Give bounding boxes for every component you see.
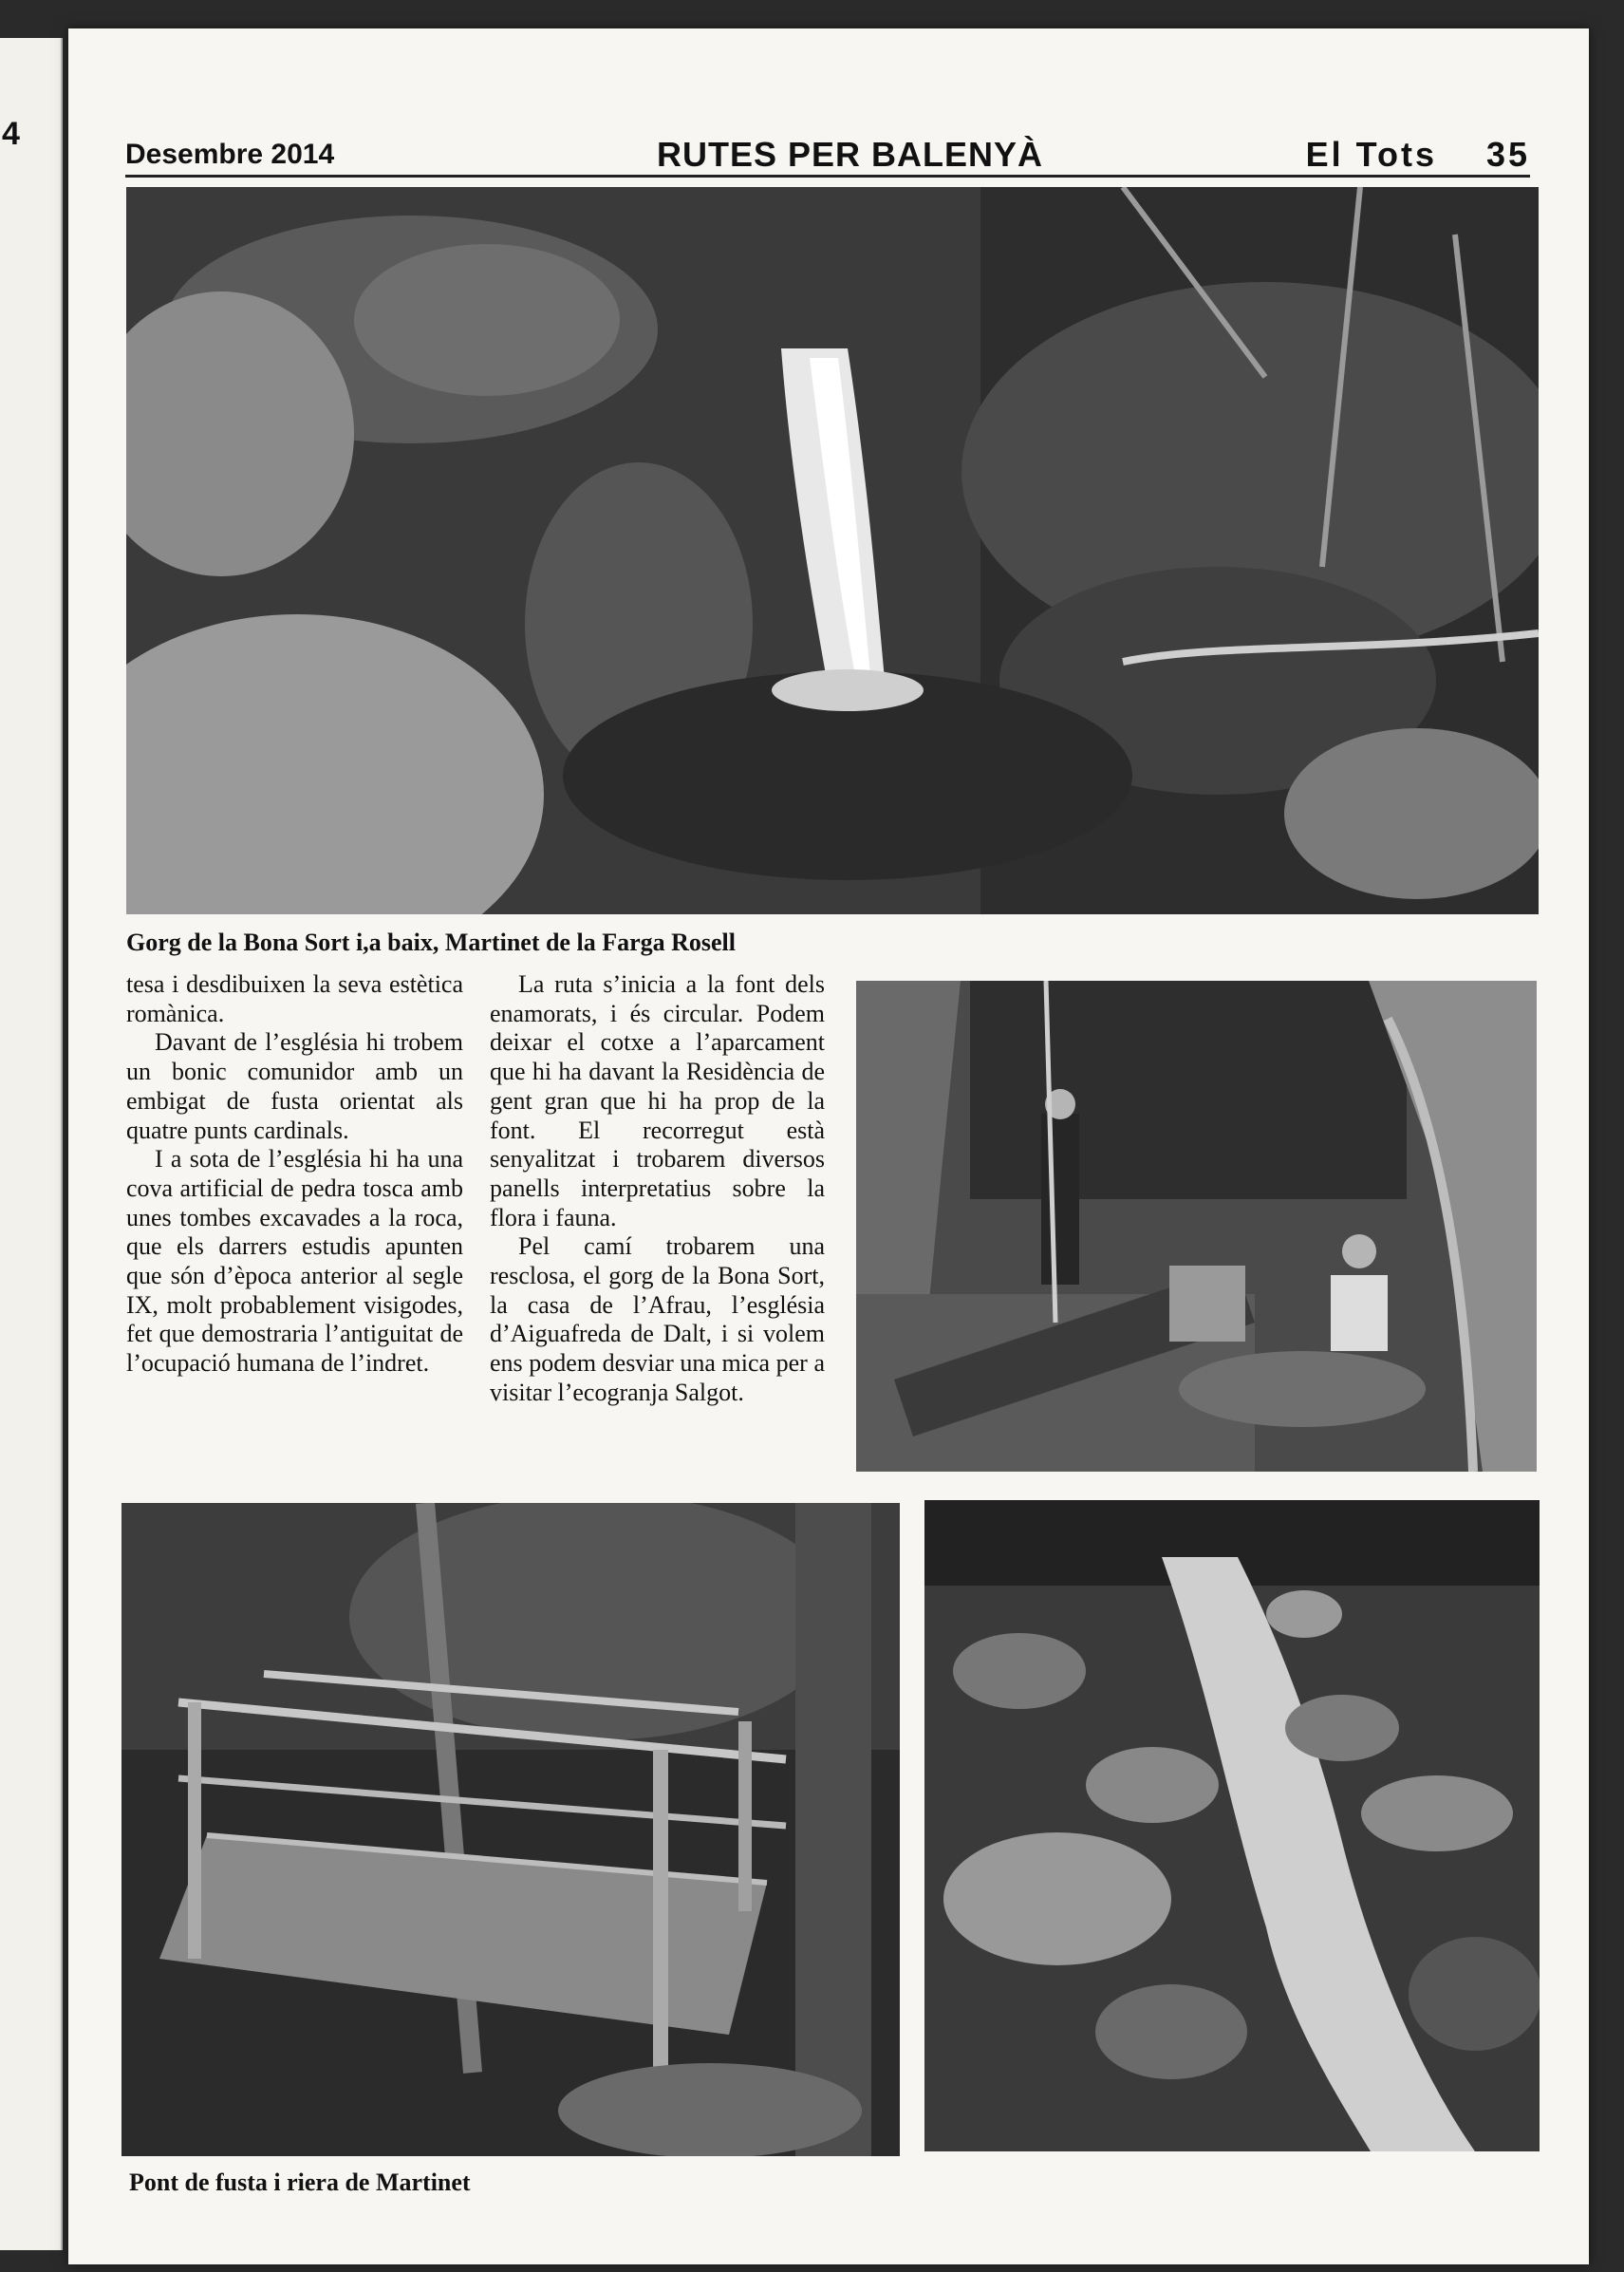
- col1-paragraph-2: Davant de l’església hi trobem un bonic comunidor amb un embigat de fusta orientat als quatre punts cardinals.: [126, 1028, 463, 1144]
- header-publication: El Tots: [1305, 135, 1437, 174]
- col2-paragraph-1: La ruta s’inicia a la font dels enamorats, i és circular. Podem deixar el cotxe a l’aparcament que hi ha davant la Residència de gent gran que hi ha prop de la font. El recorregut està senyalitzat i trobarem diversos panells interpretatius sobre la flora i fauna.: [490, 970, 825, 1231]
- article-column-2: [490, 970, 825, 1408]
- page-header: [125, 106, 1530, 178]
- bottom-photo-caption: Pont de fusta i riera de Martinet: [129, 2169, 471, 2196]
- header-page-number: 35: [1485, 135, 1530, 174]
- article-column-1: [126, 970, 463, 1379]
- col1-paragraph-1: tesa i desdibuixen la seva estètica romànica.: [126, 970, 463, 1027]
- waterfall-photo: [126, 187, 1539, 914]
- left-page-edge: [0, 38, 63, 2250]
- magazine-page: [68, 28, 1589, 2264]
- forge-photo: [856, 981, 1537, 1472]
- header-section-title: RUTES PER BALENYÀ: [657, 135, 1044, 174]
- left-page-number: 4: [2, 116, 20, 152]
- top-photo-caption: Gorg de la Bona Sort i,a baix, Martinet de la Farga Rosell: [126, 929, 737, 956]
- col1-paragraph-3: I a sota de l’església hi ha una cova artificial de pedra tosca amb unes tombes excavades a la roca, que els darrers estudis apunten que són d’època anterior al segle IX, molt probablement visigodes, fet que demostraria l’antiguitat de l’ocupació humana de l’indret.: [126, 1145, 463, 1378]
- header-date: Desembre 2014: [125, 139, 335, 170]
- col2-paragraph-2: Pel camí trobarem una resclosa, el gorg de la Bona Sort, la casa de l’Afrau, l’església d’Aiguafreda de Dalt, i si volem ens podem desviar una mica per a visitar l’ecogranja Salgot.: [490, 1232, 825, 1406]
- stream-riera-photo: [924, 1500, 1540, 2151]
- wooden-bridge-photo: [121, 1503, 900, 2156]
